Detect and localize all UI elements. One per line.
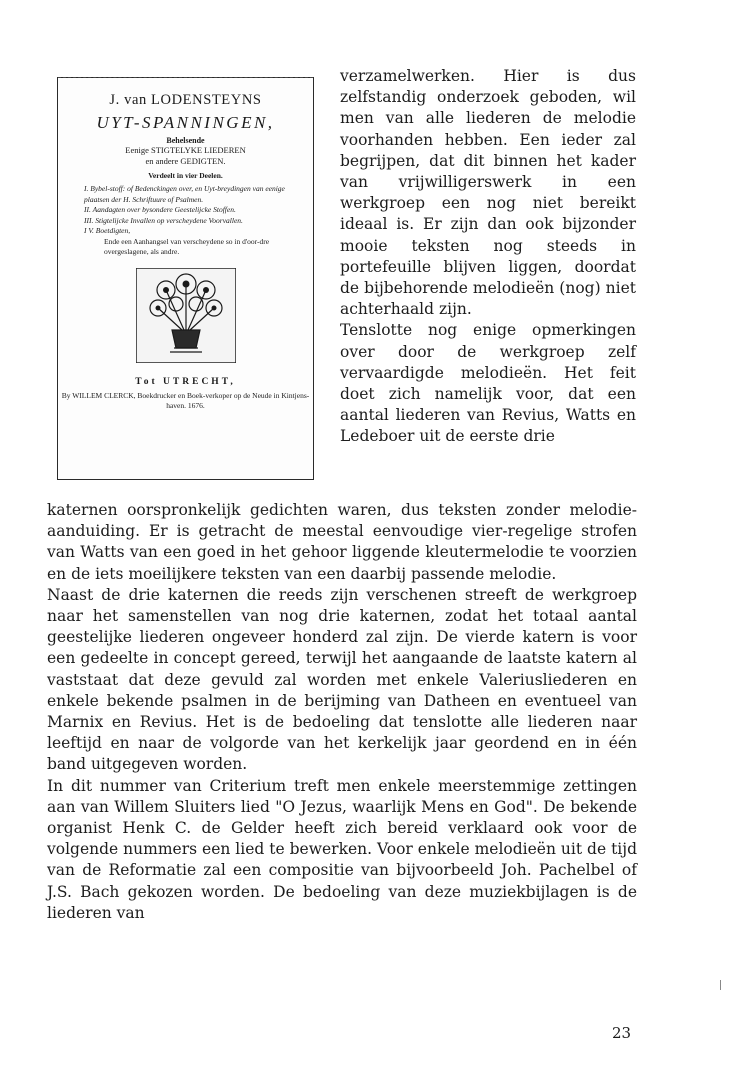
dashed-top-rule	[58, 77, 313, 78]
paragraph: katernen oorspronkelijk gedichten waren, dus teksten zonder melodie-aanduiding. Er is getracht de meestal eenvoudige vier-regelige strofen van Watts van een goed in het gehoor liggende kleutermelodie te voorzien en de iets moeilijkere teksten van een daarbij passende melodie.	[47, 501, 637, 583]
title-page-line1: Eenige STIGTELYKE LIEDEREN	[125, 145, 246, 155]
title-page-facsimile	[57, 77, 314, 480]
paragraph: Naast de drie katernen die reeds zijn verschenen streeft de werkgroep naar het samenstellen van nog drie katernen, zodat het totaal aantal geestelijke liederen ongeveer honderd zal zijn. De vierde katern is voor een gedeelte in concept gereed, terwijl het aangaande de laatste katern al vaststaat dat deze gevuld zal worden met enkele Valeriusliederen en enkele bekende psalmen in de berijming van Datheen en eventueel van Marnix en Revius. Het is de bedoeling dat tenslotte alle liederen naar leeftijd en naar de volgorde van het kerkelijk jaar geordend en in één band uitgegeven worden.	[47, 585, 637, 774]
paragraph: In dit nummer van Criterium treft men enkele meerstemmige zettingen aan van Willem Sluiters lied "O Jezus, waarlijk Mens en God". De bekende organist Henk C. de Gelder heeft zich bereid verklaard ook voor de volgende nummers een lied te bewerken. Voor enkele melodieën uit de tijd van de Reformatie zal een compositie van bijvoorbeeld Joh. Pachelbel of J.S. Bach gekozen worden. De bedoeling van deze muziekbijlagen is de liederen van	[47, 776, 637, 922]
title-page-author: J. van LODENSTEYNS	[109, 92, 262, 108]
title-page-work: UYT-SPANNINGEN,	[96, 113, 275, 132]
paragraph: verzamelwerken. Hier is dus zelfstandig onderzoek geboden, wil men van alle liederen de melodie voorhanden hebben. Een ieder zal begrijpen, dat dit binnen het kader van vrijwilligerswerk in een werkgroep een nog niet bereikt ideaal is. Er zijn dan ook bijzonder mooie teksten nog steeds in portefeuille blijven liggen, doordat de bijbehorende melodieën (nog) niet achterhaald zijn.	[340, 67, 636, 319]
flower-vase-emblem-icon	[136, 268, 236, 363]
paragraph: Tenslotte nog enige opmerkingen over door de werkgroep zelf vervaardigde melodieën. Het feit doet zich namelijk voor, dat een aantal liederen van Revius, Watts en Ledeboer uit de eerste drie	[340, 321, 636, 446]
title-page-line2: en andere GEDIGTEN.	[145, 156, 226, 166]
contents-item: I V. Boetdigten,	[84, 226, 131, 235]
contents-item: II. Aandagten over bysondere Geestelijcke Stoffen.	[84, 205, 236, 214]
contents-item: III. Stigtelijcke Invallen op verscheydene Voorvallen.	[84, 215, 243, 225]
right-column-text	[340, 66, 636, 448]
body-text	[47, 500, 637, 924]
title-page-printer: By WILLEM CLERCK, Boekdrucker en Boek-verkoper op de Neude in Kintjens-haven. 1676.	[61, 390, 310, 410]
title-page-line3: Verdeelt in vier Deelen.	[148, 171, 223, 180]
scan-edge-mark	[720, 980, 721, 990]
contents-item: Ende een Aanhangsel van verscheydene so in d'oor-dre overgeslagene, als andre.	[104, 236, 270, 256]
title-page-place: Tot UTRECHT,	[135, 376, 236, 387]
title-page-subtitle: Behelsende	[166, 136, 205, 145]
page-number: 23	[612, 1024, 632, 1042]
title-page-contents	[58, 184, 313, 258]
contents-item: I. Bybel-stoff: of Bedenckingen over, en Uyt-breydingen van eenige plaatsen der H. Schriftuure of Psalmen.	[84, 184, 285, 204]
